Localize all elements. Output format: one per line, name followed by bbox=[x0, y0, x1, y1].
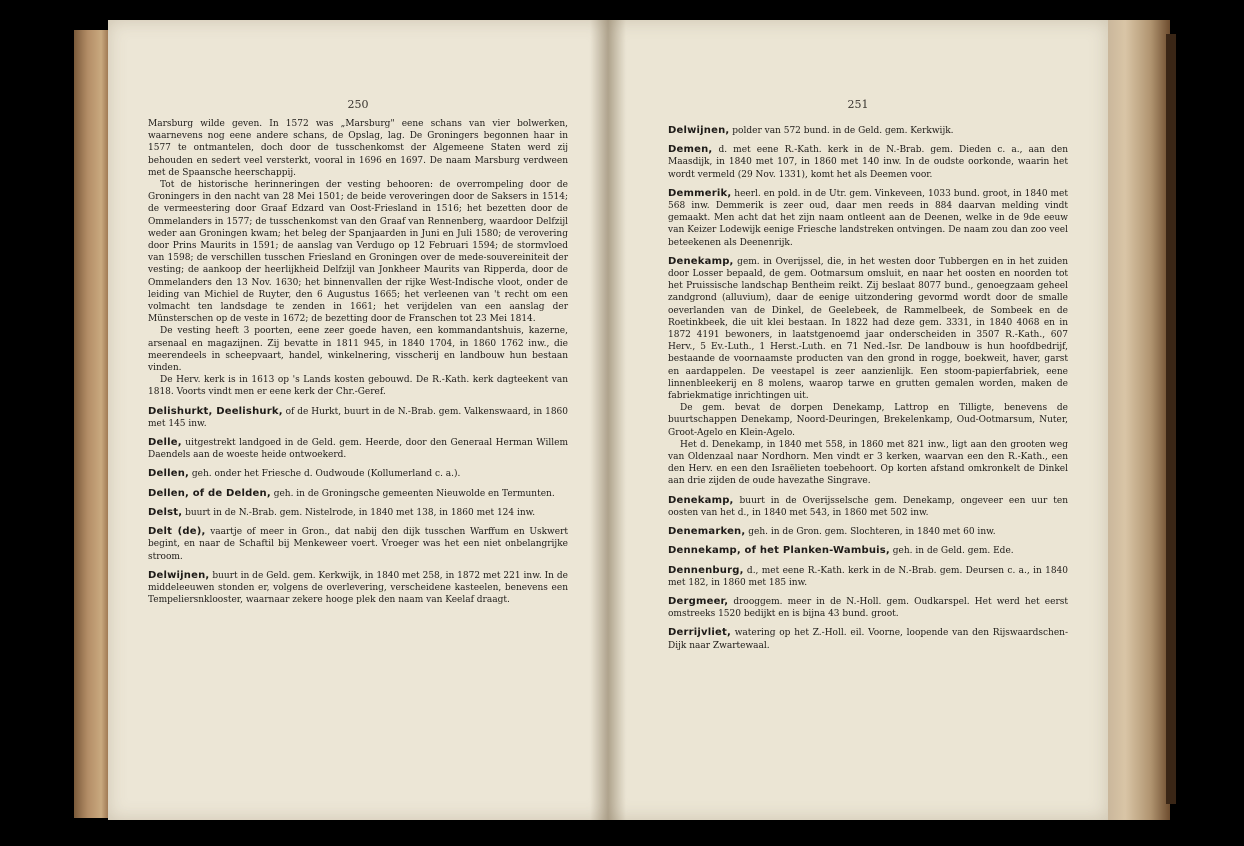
right-text-column bbox=[668, 118, 1068, 652]
entry-headword: Dennekamp, of het Planken-Wambuis, bbox=[668, 545, 890, 557]
entry-text: buurt in de Overijsselsche gem. Denekamp, ongeveer een uur ten oosten van het d., in 1840 met 543, in 1860 met 502 inw. bbox=[668, 495, 1068, 518]
entry-headword: Delle, bbox=[148, 437, 182, 449]
paragraph bbox=[148, 179, 568, 325]
book-spread bbox=[68, 14, 1174, 834]
dictionary-entry bbox=[148, 526, 568, 563]
paragraph bbox=[148, 325, 568, 374]
entry-headword: Delst, bbox=[148, 506, 183, 518]
entry-text: drooggem. meer in de N.-Holl. gem. Oudkarspel. Het werd het eerst omstreeks 1520 bedijkt en is bijna 43 bund. groot. bbox=[668, 596, 1068, 620]
entry-headword: Delishurkt, Deelishurk, bbox=[148, 405, 283, 417]
dictionary-entry bbox=[668, 526, 1068, 538]
entry-text: vaartje of meer in Gron., dat nabij den dijk tusschen Warffum en Uskwert begint, en naar de Schaftil bij Menkeweer voert. Vroeger was het een niet onbelangrijke stroom. bbox=[148, 527, 569, 562]
entry-text: uitgestrekt landgoed in de Geld. gem. Heerde, door den Generaal Herman Willem Daendels aan de woeste heide ontwoekerd. bbox=[148, 438, 568, 461]
entry-headword: Delt (de), bbox=[148, 526, 206, 538]
left-page-edges bbox=[74, 30, 108, 818]
dictionary-entry bbox=[148, 488, 568, 500]
entry-text: Tot de historische herinneringen der vesting behooren: de overrompeling door de Groningers in den nacht van 28 Mei 1501; de beide veroveringen door de Saksers in 1514; de vermeestering door Graaf Edzard van Oost-Friesland in 1516; het bezetten door de Ommelanders in 1577; de tusschenkomst van den Graaf van Rennenberg, waardoor Delfzijl weder aan Groningen kwam; het beleg der Spanjaarden in Juni en Juli 1580; de verovering door Prins Maurits in 1591; de aanslag van Verdugo op 12 Februari 1594; de stormvloed van 1598; de verschillen tusschen Friesland en Groningen over de mede-souvereiniteit der vesting; de aankoop der heerlijkheid Delfzijl van Jonkheer Maurits van Ripperda, door de Ommelanders den 13 Nov. 1630; het binnenvallen der rijke West-Indische vloot, onder de leiding van Michiel de Ruyter, den 6 Augustus 1665; het verleenen van 't recht om een volmacht ten landsdage te zenden in 1661; het verijdelen van een aanslag der Münsterschen op de veste in 1672; de bezetting door de Franschen tot 23 Mei 1814. bbox=[148, 180, 568, 325]
entry-text: De vesting heeft 3 poorten, eene zeer goede haven, een kommandantshuis, kazerne, arsenaal en magazijnen. Zij bevatte in 1811 945, in 1840 1704, in 1860 1762 inw., die meerendeels in scheepvaart, handel, winkelnering, visscherij en landbouw hun bestaan vinden. bbox=[148, 326, 568, 374]
page-number: 250 bbox=[347, 98, 369, 111]
entry-text: geh. in de Geld. gem. Ede. bbox=[889, 546, 1014, 557]
dictionary-entry bbox=[668, 256, 1068, 402]
right-page bbox=[608, 20, 1108, 820]
entry-headword: Dergmeer, bbox=[668, 595, 729, 607]
left-text-column bbox=[148, 118, 568, 606]
dictionary-entry bbox=[668, 545, 1068, 557]
dictionary-entry bbox=[668, 144, 1068, 181]
dictionary-entry bbox=[668, 565, 1068, 589]
dictionary-entry bbox=[668, 495, 1068, 519]
entry-text: geh. in de Gron. gem. Slochteren, in 1840 met 60 inw. bbox=[745, 527, 996, 538]
entry-text: gem. in Overijssel, die, in het westen door Tubbergen en in het zuiden door Losser bepaald, de gem. Ootmarsum omsluit, en naar het oosten en noorden tot het Pruissische landschap Bentheim reikt. Zij beslaat 8077 bund., genoegzaam geheel zandgrond (alluvium), daar de eenige uitzondering gevormd wordt door de smalle oeverlanden van de Dinkel, de Geelebeek, de Rammelbeek, de Sombeek en de Roetinkbeek, die uit klei bestaan. In 1822 had deze gem. 3331, in 1840 4068 en in 1872 4191 bewoners, in laatstgenoemd jaar onderscheiden in 3507 R.-Kath., 607 Herv., 5 Ev.-Luth., 1 Herst.-Luth. en 71 Ned.-Isr. De landbouw is hun hoofdbedrijf, bestaande de voornaamste producten van den grond in rogge, boekweit, haver, garst en aardappelen. De veestapel is zeer aanzienlijk. Een stoom-papierfabriek, eene linnenbleekerij en 8 molens, waarop tarwe en grutten gemalen worden, maken de fabriekmatige inrichtingen uit. bbox=[668, 256, 1068, 402]
entry-headword: Delwijnen, bbox=[668, 125, 730, 136]
entry-headword: Dellen, bbox=[148, 468, 190, 480]
dictionary-entry bbox=[668, 627, 1068, 651]
entry-text: geh. onder het Friesche d. Oudwoude (Kollumerland c. a.). bbox=[189, 469, 461, 480]
dictionary-entry bbox=[148, 406, 568, 430]
entry-text: De gem. bevat de dorpen Denekamp, Lattrop en Tilligte, benevens de buurtschappen Denekamp, Noord-Deuringen, Brekelenkamp, Oud-Ootmarsum, Nuter, Groot-Agelo en Klein-Agelo. bbox=[668, 403, 1068, 438]
entry-headword: Denemarken, bbox=[668, 526, 746, 538]
dictionary-entry bbox=[148, 570, 568, 607]
entry-text: heerl. en pold. in de Utr. gem. Vinkeveen, 1033 bund. groot, in 1840 met 568 inw. Demmerik is zeer oud, daar men reeds in 884 daarvan melding vindt gemaakt. Men acht dat het zijn naam ontleent aan de Deenen, welke in de 9de eeuw van Keizer Lodewijk eenige Friesche landstreken ontvingen. De naam zou dan zoo veel beteekenen als Deenenrijk. bbox=[668, 188, 1068, 248]
entry-text: De Herv. kerk is in 1613 op 's Lands kosten gebouwd. De R.-Kath. kerk dagteekent van 1818. Voorts vindt men er eene kerk der Chr.-Geref. bbox=[148, 375, 568, 398]
book-cover-edge bbox=[1166, 34, 1176, 804]
dictionary-entry bbox=[148, 437, 568, 461]
dictionary-entry bbox=[668, 125, 1068, 137]
entry-headword: Demen, bbox=[668, 144, 713, 156]
dictionary-entry bbox=[148, 468, 568, 480]
entry-headword: Dennenburg, bbox=[668, 564, 744, 576]
paragraph bbox=[148, 374, 568, 398]
left-page bbox=[108, 20, 609, 820]
dictionary-entry bbox=[668, 188, 1068, 249]
entry-headword: Demmerik, bbox=[668, 187, 732, 199]
entry-text: buurt in de N.-Brab. gem. Nistelrode, in 1840 met 138, in 1860 met 124 inw. bbox=[182, 507, 536, 518]
entry-text: d., met eene R.-Kath. kerk in de N.-Brab. gem. Deursen c. a., in 1840 met 182, in 1860 met 185 inw. bbox=[668, 565, 1068, 588]
paragraph bbox=[668, 439, 1068, 488]
entry-text: buurt in de Geld. gem. Kerkwijk, in 1840 met 258, in 1872 met 221 inw. In de middeleeuwen stonden er, volgens de overlevering, verscheidene kasteelen, benevens een Tempeliersnklooster, waarnaar zekere hooge plek den naam van Keelaf draagt. bbox=[148, 570, 568, 606]
paragraph bbox=[148, 118, 568, 179]
entry-text: of de Hurkt, buurt in de N.-Brab. gem. Valkenswaard, in 1860 met 145 inw. bbox=[148, 406, 568, 429]
right-page-edges bbox=[1106, 20, 1170, 820]
dictionary-entry bbox=[148, 507, 568, 519]
dictionary-entry bbox=[668, 596, 1068, 620]
entry-text: Marsburg wilde geven. In 1572 was „Marsburg" eene schans van vier bolwerken, waarnevens nog eene andere schans, de Opslag, lag. De Groningers begonnen haar in 1577 te ontmantelen, doch door de tusschenkomst der Algemeene Staten werd zij behouden en sedert veel versterkt, vooral in 1696 en 1697. De naam Marsburg verdween met de Spaansche heerschappij. bbox=[148, 119, 568, 178]
entry-text: d. met eene R.-Kath. kerk in de N.-Brab. gem. Dieden c. a., aan den Maasdijk, in 1840 met 107, in 1860 met 140 inw. In de oudste oorkonde, waarin het wordt vermeld (29 Nov. 1331), komt het als Deemen voor. bbox=[668, 145, 1068, 180]
page-number: 251 bbox=[847, 98, 869, 111]
paragraph bbox=[668, 402, 1068, 439]
entry-text: geh. in de Groningsche gemeenten Nieuwolde en Termunten. bbox=[270, 488, 555, 499]
entry-text: Het d. Denekamp, in 1840 met 558, in 1860 met 821 inw., ligt aan den grooten weg van Oldenzaal naar Nordhorn. Men vindt er 3 kerken, waarvan een den R.-Kath., een den Herv. en een den Israëlieten toebehoort. Op korten afstand omkronkelt de Dinkel aan drie zijden de oude havezathe Singrave. bbox=[668, 439, 1068, 487]
entry-headword: Derrijvliet, bbox=[668, 627, 731, 639]
entry-text: polder van 572 bund. in de Geld. gem. Kerkwijk. bbox=[729, 126, 954, 136]
entry-headword: Denekamp, bbox=[668, 255, 734, 267]
entry-headword: Delwijnen, bbox=[148, 569, 210, 581]
entry-headword: Denekamp, bbox=[668, 494, 734, 506]
entry-text: watering op het Z.-Holl. eil. Voorne, loopende van den Rijswaardschen-Dijk naar Zwartewaal. bbox=[668, 628, 1068, 651]
entry-headword: Dellen, of de Delden, bbox=[148, 487, 271, 499]
